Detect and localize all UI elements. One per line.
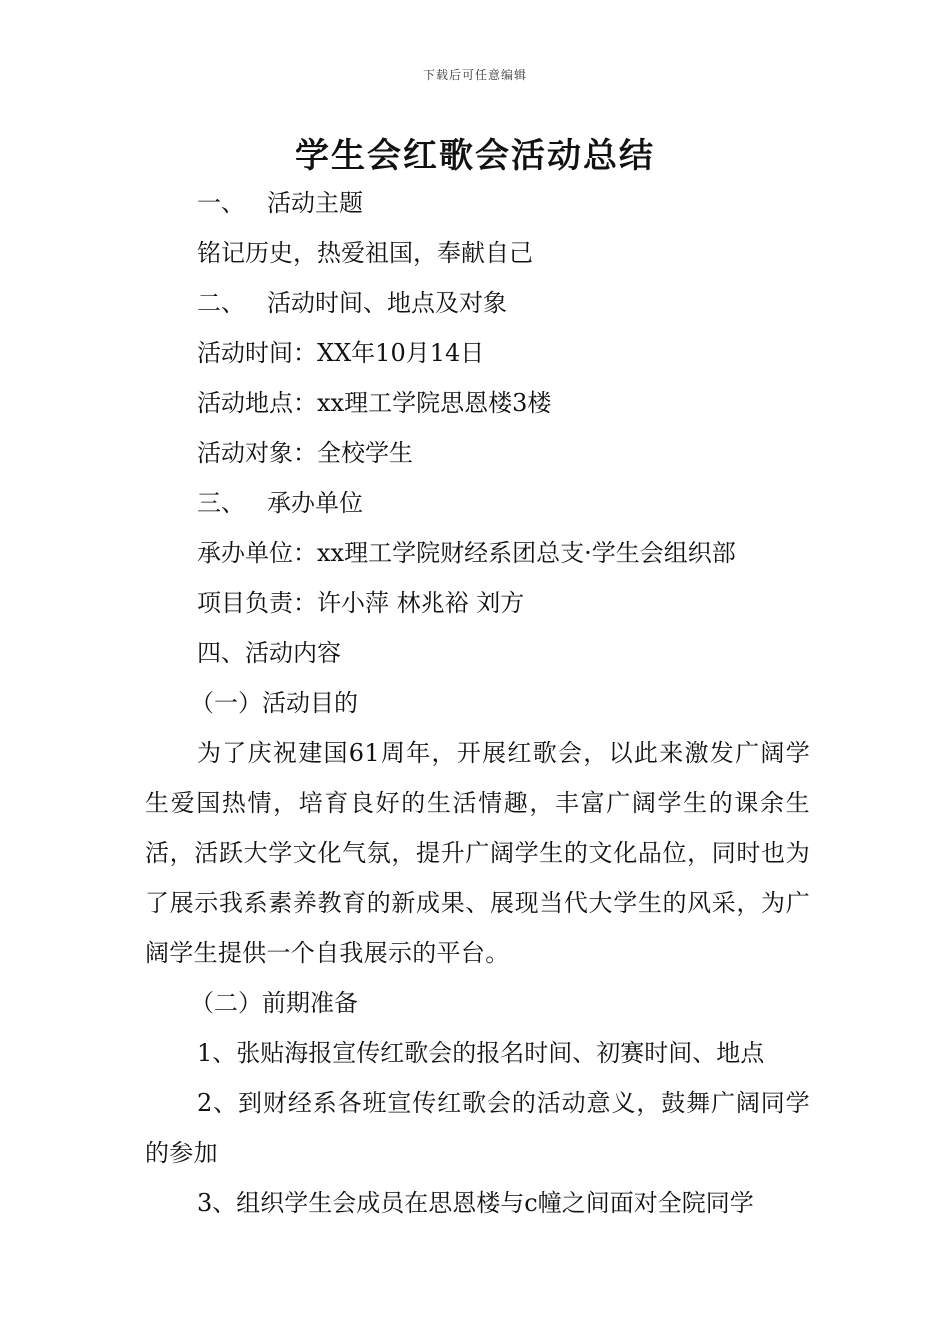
document-title: 学生会红歌会活动总结 [295,136,655,176]
section-heading-2 [145,278,810,328]
subsection-heading-1: （一）活动目的 [190,689,358,717]
document-body [145,178,810,1228]
section-heading-3 [145,478,810,528]
prep-item-1: 1、张贴海报宣传红歌会的报名时间、初赛时间、地点 [197,1039,765,1067]
purpose-paragraph: 为了庆祝建国61周年，开展红歌会，以此来激发广阔学生爱国热情，培育良好的生活情趣，丰富广阔学生的课余生活，活跃大学文化气氛，提升广阔学生的文化品位，同时也为了展示我系素养教育的新成果、展现当代大学生的风采，为广阔学生提供一个自我展示的平台。 [145,739,810,967]
section-title-2: 活动时间、地点及对象 [267,289,507,317]
section-number-3: 三、 [197,489,245,517]
section-number-2: 二、 [197,289,245,317]
activity-time: 活动时间：XX年10月14日 [197,339,485,367]
section-number-1: 一、 [197,189,245,217]
section-heading-1 [145,178,810,228]
theme-text: 铭记历史，热爱祖国，奉献自己 [197,239,533,267]
prep-item-2: 2、到财经系各班宣传红歌会的活动意义，鼓舞广阔同学的参加 [145,1089,810,1167]
activity-place: 活动地点：xx理工学院思恩楼3楼 [197,389,552,417]
header-note: 下载后可任意编辑 [422,68,527,82]
section-title-3: 承办单位 [267,489,363,517]
organizer-text: 承办单位：xx理工学院财经系团总支·学生会组织部 [197,539,736,567]
section-heading-4: 四、活动内容 [197,639,341,667]
subsection-heading-2: （二）前期准备 [190,989,358,1017]
activity-audience: 活动对象：全校学生 [197,439,413,467]
section-title-1: 活动主题 [267,189,363,217]
leaders-text: 项目负责：许小萍 林兆裕 刘方 [197,589,525,617]
prep-item-3: 3、组织学生会成员在思恩楼与c幢之间面对全院同学 [197,1189,754,1217]
